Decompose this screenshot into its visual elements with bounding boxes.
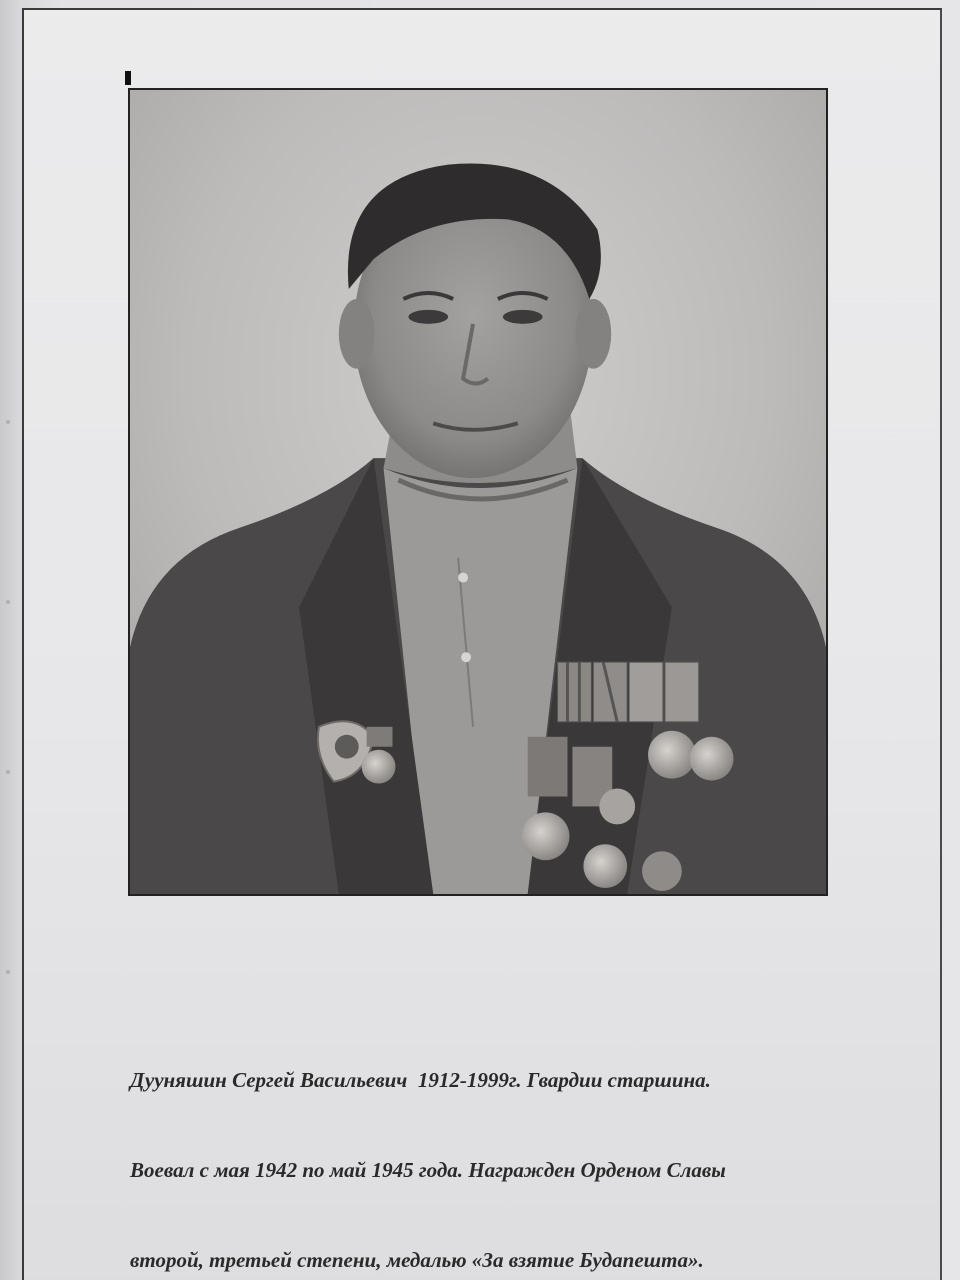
portrait-photo [128, 88, 828, 896]
edge-mark [6, 970, 10, 974]
caption-line: второй, третьей степени, медалью «За взятие Будапешта». [130, 1248, 704, 1272]
corner-mark [125, 71, 131, 85]
portrait-image [130, 90, 826, 894]
caption-line: Дууняшин Сергей Васильевич 1912-1999г. Гвардии старшина. [130, 1068, 711, 1092]
edge-mark [6, 600, 10, 604]
edge-mark [6, 770, 10, 774]
edge-mark [6, 420, 10, 424]
caption [130, 1005, 890, 1280]
caption-line: Воевал с мая 1942 по май 1945 года. Награжден Орденом Славы [130, 1158, 726, 1182]
